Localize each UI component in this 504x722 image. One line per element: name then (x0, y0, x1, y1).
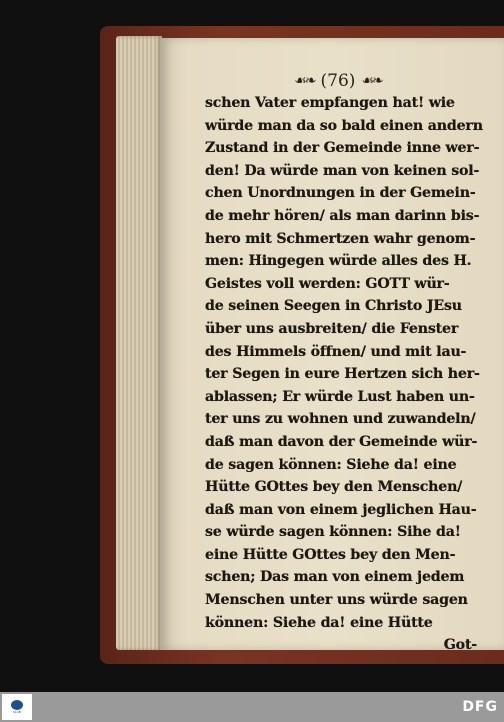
page-header (278, 70, 398, 92)
text-line: schen; Das man von einem jedem (205, 569, 465, 586)
dfg-logo[interactable]: DFG (462, 699, 498, 715)
page-edges (116, 36, 162, 650)
text-line: Menschen unter uns würde sagen (205, 592, 468, 609)
ornament-right-icon: ☙❧ (361, 73, 382, 89)
text-line: des Himmels öffnen/ und mit lau- (205, 343, 467, 360)
slub-logo-label: SLUB (13, 710, 21, 714)
text-line: de mehr hören/ als man darinn bis- (205, 207, 480, 224)
text-line: chen Unordnungen in der Gemein- (205, 185, 476, 202)
text-line: den! Da würde man von keinen sol- (205, 162, 480, 179)
text-line: über uns ausbreiten/ die Fenster (205, 320, 459, 337)
text-line: würde man da so bald einen andern (205, 117, 483, 134)
text-line: daß man davon der Gemeinde wür- (205, 433, 478, 450)
text-line: se würde sagen können: Sihe da! (205, 524, 461, 541)
text-line: hero mit Schmertzen wahr genom- (205, 230, 476, 247)
text-line: daß man von einem jeglichen Hau- (205, 501, 477, 518)
text-line: ablassen; Er würde Lust haben un- (205, 388, 475, 405)
catchword: Got- (443, 637, 477, 654)
text-line: Hütte GOttes bey den Menschen/ (205, 479, 463, 496)
text-line: eine Hütte GOttes bey den Men- (205, 546, 456, 563)
text-line: schen Vater empfangen hat! wie (205, 95, 455, 111)
text-line: de seinen Seegen in Christo JEsu (205, 298, 462, 315)
text-line: men: Hingegen würde alles des H. (205, 253, 472, 270)
text-line: ter uns zu wohnen und zuwandeln/ (205, 411, 476, 428)
slub-logo[interactable] (2, 694, 32, 720)
slub-logo-icon (11, 700, 23, 710)
text-line: de sagen können: Siehe da! eine (205, 456, 457, 473)
text-line: ter Segen in eure Hertzen sich her- (205, 366, 480, 383)
viewer-footer-bar (0, 692, 504, 722)
ornament-left-icon: ☙❧ (294, 73, 315, 89)
text-line: Zustand in der Gemeinde inne wer- (205, 140, 480, 157)
page-number: (76) (320, 71, 356, 91)
page-text (205, 92, 483, 657)
text-line: können: Siehe da! eine Hütte (205, 614, 433, 631)
text-line: Geistes voll werden: GOTT wür- (205, 275, 450, 292)
